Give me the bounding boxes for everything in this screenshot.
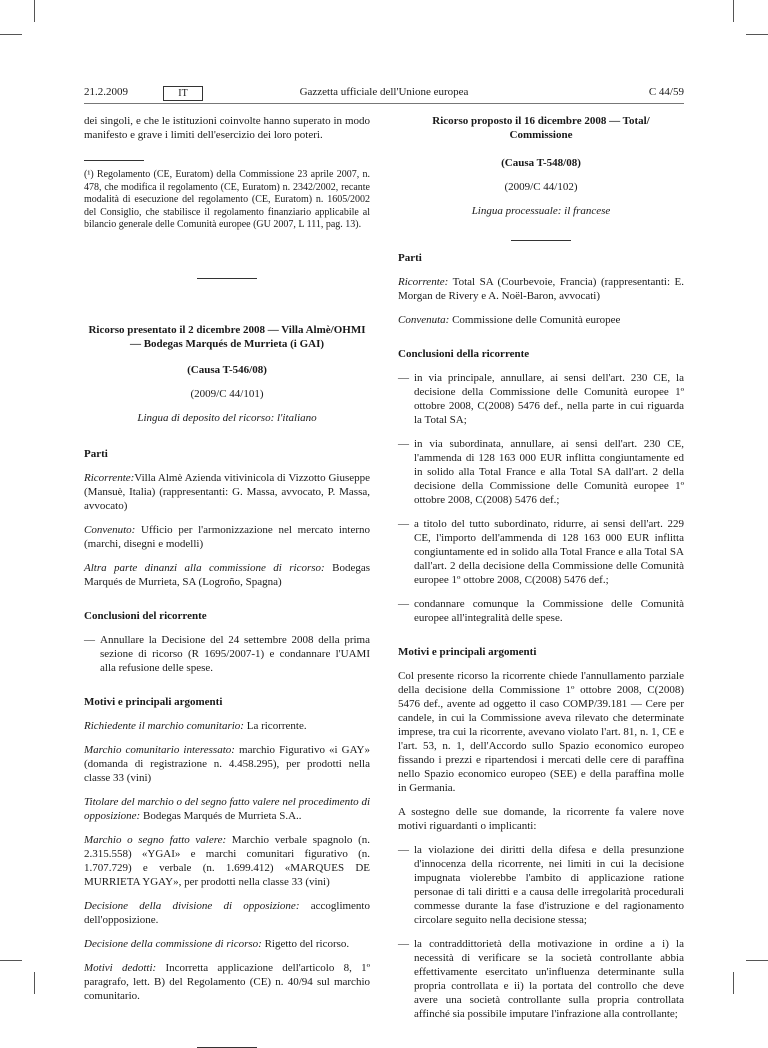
convenuta-text: Convenuta: Commissione delle Comunità europee	[398, 314, 621, 326]
page-reference: C 44/59	[648, 86, 684, 98]
language-code: IT	[163, 86, 203, 101]
segno-text: Marchio o segno fatto valere: Marchio verbale spagnolo (n. 2.315.558) «YGAI» e marchi comunitari figurativo (n. 1.707.729) e verbale (n. 1.699.412) «MARQUES DE MURRIETA YGAY», per prodotti nella classe 33 (vini)	[84, 833, 370, 888]
motivi-paragraph: Col presente ricorso la ricorrente chiede l'annullamento parziale della decisione della Commissione 1º ottobre 2008, C(2008) 5476 def., avente ad oggetto il caso COMP/39.181 — Cere per candele, in cui la Commissione aveva rilevato che determinate imprese, tra cui la ricorrente, avevano violato l'art. 81, n. 1, CE e l'art. 53, n. 1, dell'Accordo sullo Spazio economico europeo fissando i prezzi e ripartendosi i mercati delle cere di paraffina nello Spazio economico europeo (SEE) e della paraffina molle in Germania.	[398, 670, 684, 794]
list-item: — la contraddittorietà della motivazione in ordine a i) la necessità di verificare se la società controllante abbia effettivamente esercitato un'influenza determinante sulla propria controllata e ii) la portata del controllo che deve avere una società controllante sulla propria controllata affinché sia possibile imputare l'infrazione alla controllante;	[398, 938, 684, 1020]
motivi-paragraph: A sostegno delle sue domande, la ricorrente fa valere nove motivi riguardanti o implicanti:	[398, 806, 684, 832]
list-item: — la violazione dei diritti della difesa e della presunzione d'innocenza della ricorrente, nei limiti in cui la decisione impugnata violerebbe l'ambito di applicazione ratione personae di tali diritti e a causa delle irregolarità procedurali commesse durante la fase d'istruzione e del ragionamento circolare seguito nella decisione stessa;	[398, 844, 684, 926]
case-title: Ricorso proposto il 16 dicembre 2008 — Total/ Commissione	[432, 115, 650, 141]
separator	[511, 240, 571, 241]
crop-mark	[34, 972, 35, 994]
language-note: Lingua processuale: il francese	[471, 205, 611, 217]
list-item: — in via subordinata, annullare, ai sensi dell'art. 230 CE, l'ammenda di 128 163 000 EUR inflitta congiuntamente ed in solido alla Total France e alla Total SA dall'art. 2 della decisione della Commissione delle Comunità europee 1º ottobre 2008, C(2008) 5476 def.;	[398, 438, 684, 506]
section-heading: Motivi e principali argomenti	[398, 646, 537, 658]
commissione-text: Decisione della commissione di ricorso: Rigetto del ricorso.	[84, 937, 350, 950]
oj-reference: (2009/C 44/102)	[504, 181, 578, 193]
case-number: (Causa T-548/08)	[501, 157, 581, 169]
crop-mark	[733, 972, 734, 994]
altra-parte-text: Altra parte dinanzi alla commissione di ricorso: Bodegas Marqués de Murrieta, SA (Logroño, Spagna)	[84, 561, 370, 588]
crop-mark	[746, 34, 768, 35]
section-heading: Parti	[84, 447, 108, 460]
crop-mark	[0, 34, 22, 35]
header-date: 21.2.2009	[84, 86, 128, 98]
list-item: — Annullare la Decisione del 24 settembre 2008 della prima sezione di ricorso (R 1695/2007-1) e condannare l'UAMI alla refusione delle spese.	[84, 633, 370, 674]
section-heading: Conclusioni del ricorrente	[84, 609, 207, 622]
section-heading: Motivi e principali argomenti	[84, 695, 223, 708]
left-column	[84, 114, 370, 1048]
list-item: — condannare comunque la Commissione delle Comunità europee all'integralità delle spese.	[398, 598, 684, 624]
crop-mark	[733, 0, 734, 22]
crop-mark	[34, 0, 35, 22]
separator	[197, 1047, 257, 1048]
section-heading: Parti	[398, 252, 422, 264]
marchio-text: Marchio comunitario interessato: marchio Figurativo «i GAY» (domanda di registrazione n. 4.458.295), per prodotti nella classe 33 (vini)	[84, 743, 370, 784]
journal-title: Gazzetta ufficiale dell'Unione europea	[299, 86, 469, 98]
convenuto-text: Convenuto: Ufficio per l'armonizzazione nel mercato interno (marchi, disegni e modelli)	[84, 523, 370, 550]
case-title: Ricorso presentato il 2 dicembre 2008 — Villa Almè/OHMI — Bodegas Marqués de Murrieta (i GAI)	[88, 323, 366, 350]
list-item: — a titolo del tutto subordinato, ridurre, ai sensi dell'art. 229 CE, l'importo dell'ammenda di 128 163 000 EUR inflitta congiuntamente ed in solido alla Total France e alla Total SA dall'art. 2 della decisione della Commissione delle Comunità europee 1º ottobre 2008, C(2008) 5476 def.;	[398, 518, 684, 586]
footnote: (¹) Regolamento (CE, Euratom) della Commissione 23 aprile 2007, n. 478, che modifica il regolamento (CE, Euratom) n. 2342/2002, recante modalità di esecuzione del regolamento (CE, Euratom) n. 1605/2002 del Consiglio, che stabilisce il regolamento finanziario applicabile al bilancio generale delle Comunità europee (GU 2007, L 111, pag. 13).	[84, 169, 370, 230]
header-rule	[84, 103, 684, 104]
oj-reference: (2009/C 44/101)	[190, 387, 264, 400]
ricorrente-text: Ricorrente: Total SA (Courbevoie, Francia) (rappresentanti: E. Morgan de Rivery e A. Noël-Baron, avvocati)	[398, 276, 684, 302]
richiedente-text: Richiedente il marchio comunitario: La ricorrente.	[84, 719, 307, 732]
footnote-rule	[84, 160, 144, 161]
titolare-text: Titolare del marchio o del segno fatto valere nel procedimento di opposizione: Bodegas Marqués de Murrieta S.A..	[84, 795, 370, 822]
section-heading: Conclusioni della ricorrente	[398, 348, 530, 360]
crop-mark	[746, 960, 768, 961]
divisione-text: Decisione della divisione di opposizione: accoglimento dell'opposizione.	[84, 899, 370, 926]
case-number: (Causa T-546/08)	[187, 363, 267, 376]
motivi-text: Motivi dedotti: Incorretta applicazione dell'articolo 8, 1º paragrafo, lett. B) del Regolamento (CE) n. 40/94 sul marchio comunitario.	[84, 961, 370, 1002]
language-note: Lingua di deposito del ricorso: l'italiano	[137, 411, 317, 424]
intro-text: dei singoli, e che le istituzioni coinvolte hanno superato in modo manifesto e grave i limiti dell'esercizio dei loro poteri.	[84, 115, 370, 141]
list-item: — in via principale, annullare, ai sensi dell'art. 230 CE, la decisione della Commissione delle Comunità europee 1º ottobre 2008, C(2008) 5476 def., nella parte in cui riguarda la Total SA;	[398, 372, 684, 426]
right-column	[398, 114, 684, 1031]
ricorrente-text: Ricorrente:Villa Almè Azienda vitivinicola di Vizzotto Giuseppe (Mansuè, Italia) (rappresentanti: G. Massa, avvocato, P. Massa, avvocato)	[84, 471, 370, 512]
crop-mark	[0, 960, 22, 961]
